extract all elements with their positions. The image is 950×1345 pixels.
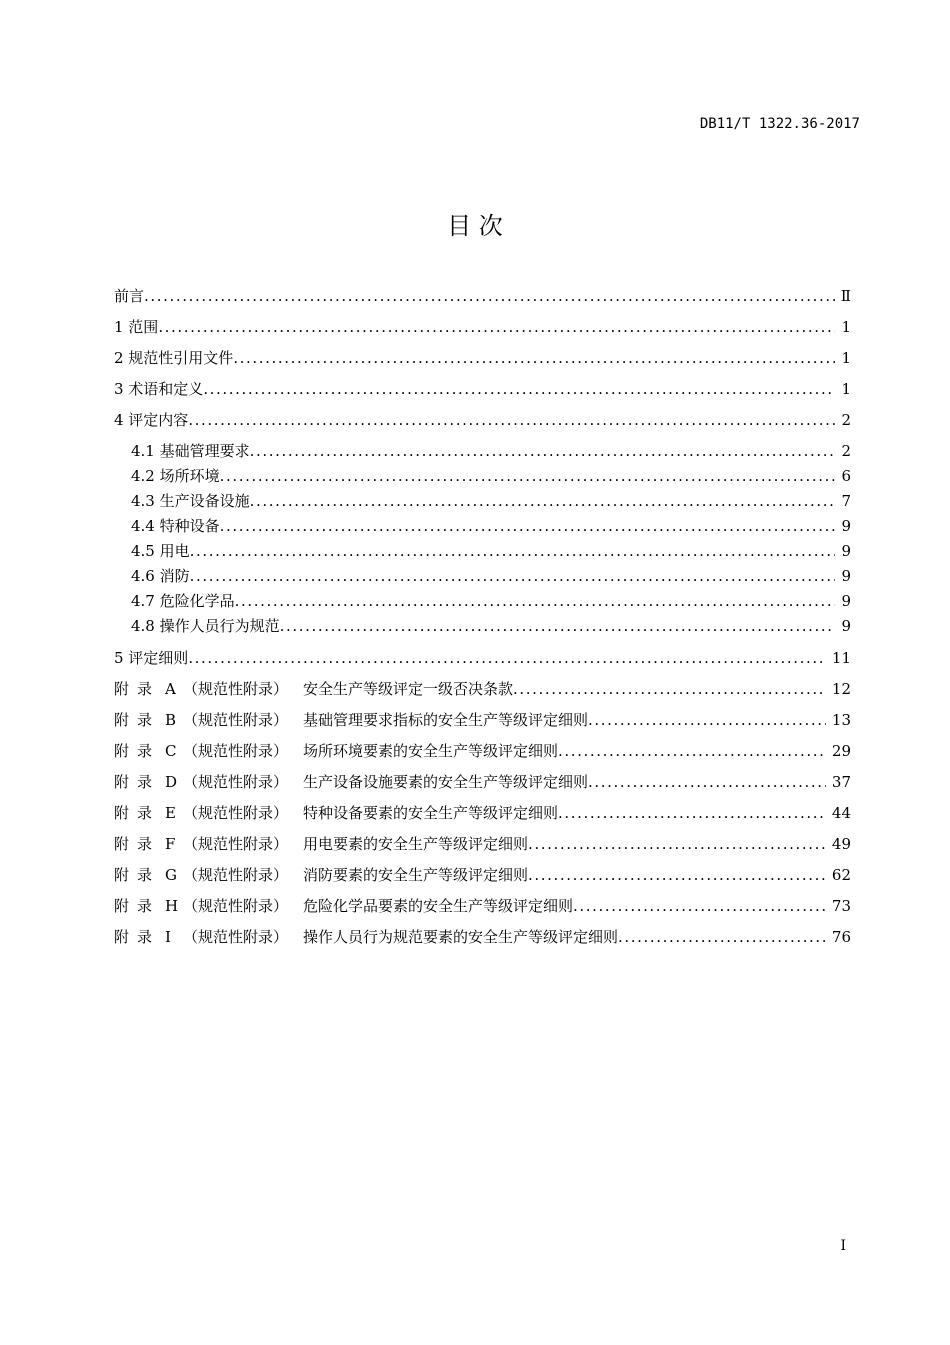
toc-entry-page: 6	[841, 467, 851, 485]
toc-leader	[573, 896, 826, 916]
toc-subentry-4-2[interactable]	[114, 466, 851, 486]
toc-entry-label: 4.4 特种设备	[131, 517, 220, 535]
toc-entry-label: 1 范围	[114, 318, 159, 336]
toc-entry-label: 附 录 G （规范性附录） 消防要素的安全生产等级评定细则	[114, 866, 529, 884]
toc-entry-page: 1	[841, 349, 851, 367]
toc-entry-label: 附 录 H （规范性附录） 危险化学品要素的安全生产等级评定细则	[114, 897, 574, 915]
toc-subentry-4-5[interactable]	[114, 541, 851, 561]
toc-leader	[250, 491, 836, 511]
toc-entry-assessment-content[interactable]	[114, 410, 851, 430]
toc-entry-label: 4.1 基础管理要求	[131, 442, 250, 460]
toc-entry-label: 附 录 E （规范性附录） 特种设备要素的安全生产等级评定细则	[114, 804, 559, 822]
toc-entry-label: 附 录 B （规范性附录） 基础管理要求指标的安全生产等级评定细则	[114, 711, 589, 729]
toc-subentry-4-7[interactable]	[114, 591, 851, 611]
toc-leader	[188, 410, 835, 430]
toc-subentry-4-3[interactable]	[114, 491, 851, 511]
toc-leader	[220, 516, 836, 536]
toc-entry-label: 附 录 D （规范性附录） 生产设备设施要素的安全生产等级评定细则	[114, 773, 589, 791]
toc-subentry-4-6[interactable]	[114, 566, 851, 586]
toc-entry-page: 9	[841, 617, 851, 635]
toc-entry-page: 37	[831, 773, 851, 791]
toc-appendix-c[interactable]	[114, 741, 851, 761]
toc-leader	[588, 772, 826, 792]
toc-subentry-4-8[interactable]	[114, 616, 851, 636]
toc-appendix-e[interactable]	[114, 803, 851, 823]
toc-leader	[558, 803, 826, 823]
toc-leader	[250, 441, 836, 461]
toc-subentry-4-4[interactable]	[114, 516, 851, 536]
toc-leader	[203, 379, 835, 399]
toc-leader	[588, 710, 826, 730]
toc-entry-page: 9	[841, 592, 851, 610]
toc-entry-page: 12	[831, 680, 851, 698]
toc-appendix-h[interactable]	[114, 896, 851, 916]
toc-leader	[158, 317, 835, 337]
toc-entry-normative-references[interactable]	[114, 348, 851, 368]
document-id: DB11/T 1322.36-2017	[699, 116, 860, 132]
toc-entry-page: 13	[831, 711, 851, 729]
toc-leader	[513, 679, 826, 699]
toc-entry-page: 73	[831, 897, 851, 915]
toc-entry-label: 4.5 用电	[131, 542, 190, 560]
toc-appendix-i[interactable]	[114, 927, 851, 947]
toc-entry-label: 2 规范性引用文件	[114, 349, 234, 367]
toc-leader	[144, 286, 835, 306]
toc-entry-page: 62	[831, 866, 851, 884]
toc-entry-page: 44	[831, 804, 851, 822]
toc-appendix-f[interactable]	[114, 834, 851, 854]
toc-appendix-b[interactable]	[114, 710, 851, 730]
toc-entry-scope[interactable]	[114, 317, 851, 337]
toc-appendix-g[interactable]	[114, 865, 851, 885]
toc-leader	[190, 541, 836, 561]
toc-entry-label: 4.3 生产设备设施	[131, 492, 250, 510]
toc-leader	[280, 616, 836, 636]
toc-entry-label: 附 录 A （规范性附录） 安全生产等级评定一级否决条款	[114, 680, 514, 698]
toc-entry-label: 5 评定细则	[114, 649, 189, 667]
toc-entry-page: 2	[841, 411, 851, 429]
toc-entry-label: 前言	[114, 287, 145, 305]
toc-entry-label: 附 录 F （规范性附录） 用电要素的安全生产等级评定细则	[114, 835, 529, 853]
toc-appendix-d[interactable]	[114, 772, 851, 792]
page-number: I	[840, 1238, 846, 1254]
toc-entry-page: 49	[831, 835, 851, 853]
toc-entry-label: 4.7 危险化学品	[131, 592, 235, 610]
toc-entry-label: 4.6 消防	[131, 567, 190, 585]
toc-entry-page: 7	[841, 492, 851, 510]
toc-entry-assessment-rules[interactable]	[114, 648, 851, 668]
toc-leader	[233, 348, 835, 368]
toc-entry-page: 29	[831, 742, 851, 760]
toc-entry-page: 9	[841, 542, 851, 560]
toc-leader	[190, 566, 836, 586]
toc-appendix-a[interactable]	[114, 679, 851, 699]
toc-entry-label: 4.8 操作人员行为规范	[131, 617, 280, 635]
toc-entry-page: 76	[831, 928, 851, 946]
toc-entry-terms[interactable]	[114, 379, 851, 399]
toc-leader	[188, 648, 826, 668]
toc-leader	[558, 741, 826, 761]
toc-entry-page: 1	[841, 318, 851, 336]
toc-entry-label: 3 术语和定义	[114, 380, 204, 398]
toc-entry-label: 附 录 I （规范性附录） 操作人员行为规范要素的安全生产等级评定细则	[114, 928, 619, 946]
toc-leader	[618, 927, 826, 947]
toc-subentry-4-1[interactable]	[114, 441, 851, 461]
toc-entry-page: 9	[841, 517, 851, 535]
toc-leader	[528, 865, 826, 885]
toc-entry-preface[interactable]	[114, 286, 851, 306]
toc-entry-page: 11	[831, 649, 851, 667]
toc-entry-page: 9	[841, 567, 851, 585]
toc-entry-label: 4.2 场所环境	[131, 467, 220, 485]
toc-entry-page: 1	[841, 380, 851, 398]
page-title: 目 次	[447, 212, 503, 240]
toc-entry-page: 2	[841, 442, 851, 460]
toc-entry-label: 附 录 C （规范性附录） 场所环境要素的安全生产等级评定细则	[114, 742, 559, 760]
toc-entry-page: Ⅱ	[840, 287, 851, 305]
toc-leader	[235, 591, 836, 611]
toc-entry-label: 4 评定内容	[114, 411, 189, 429]
toc-leader	[528, 834, 826, 854]
toc-leader	[220, 466, 836, 486]
